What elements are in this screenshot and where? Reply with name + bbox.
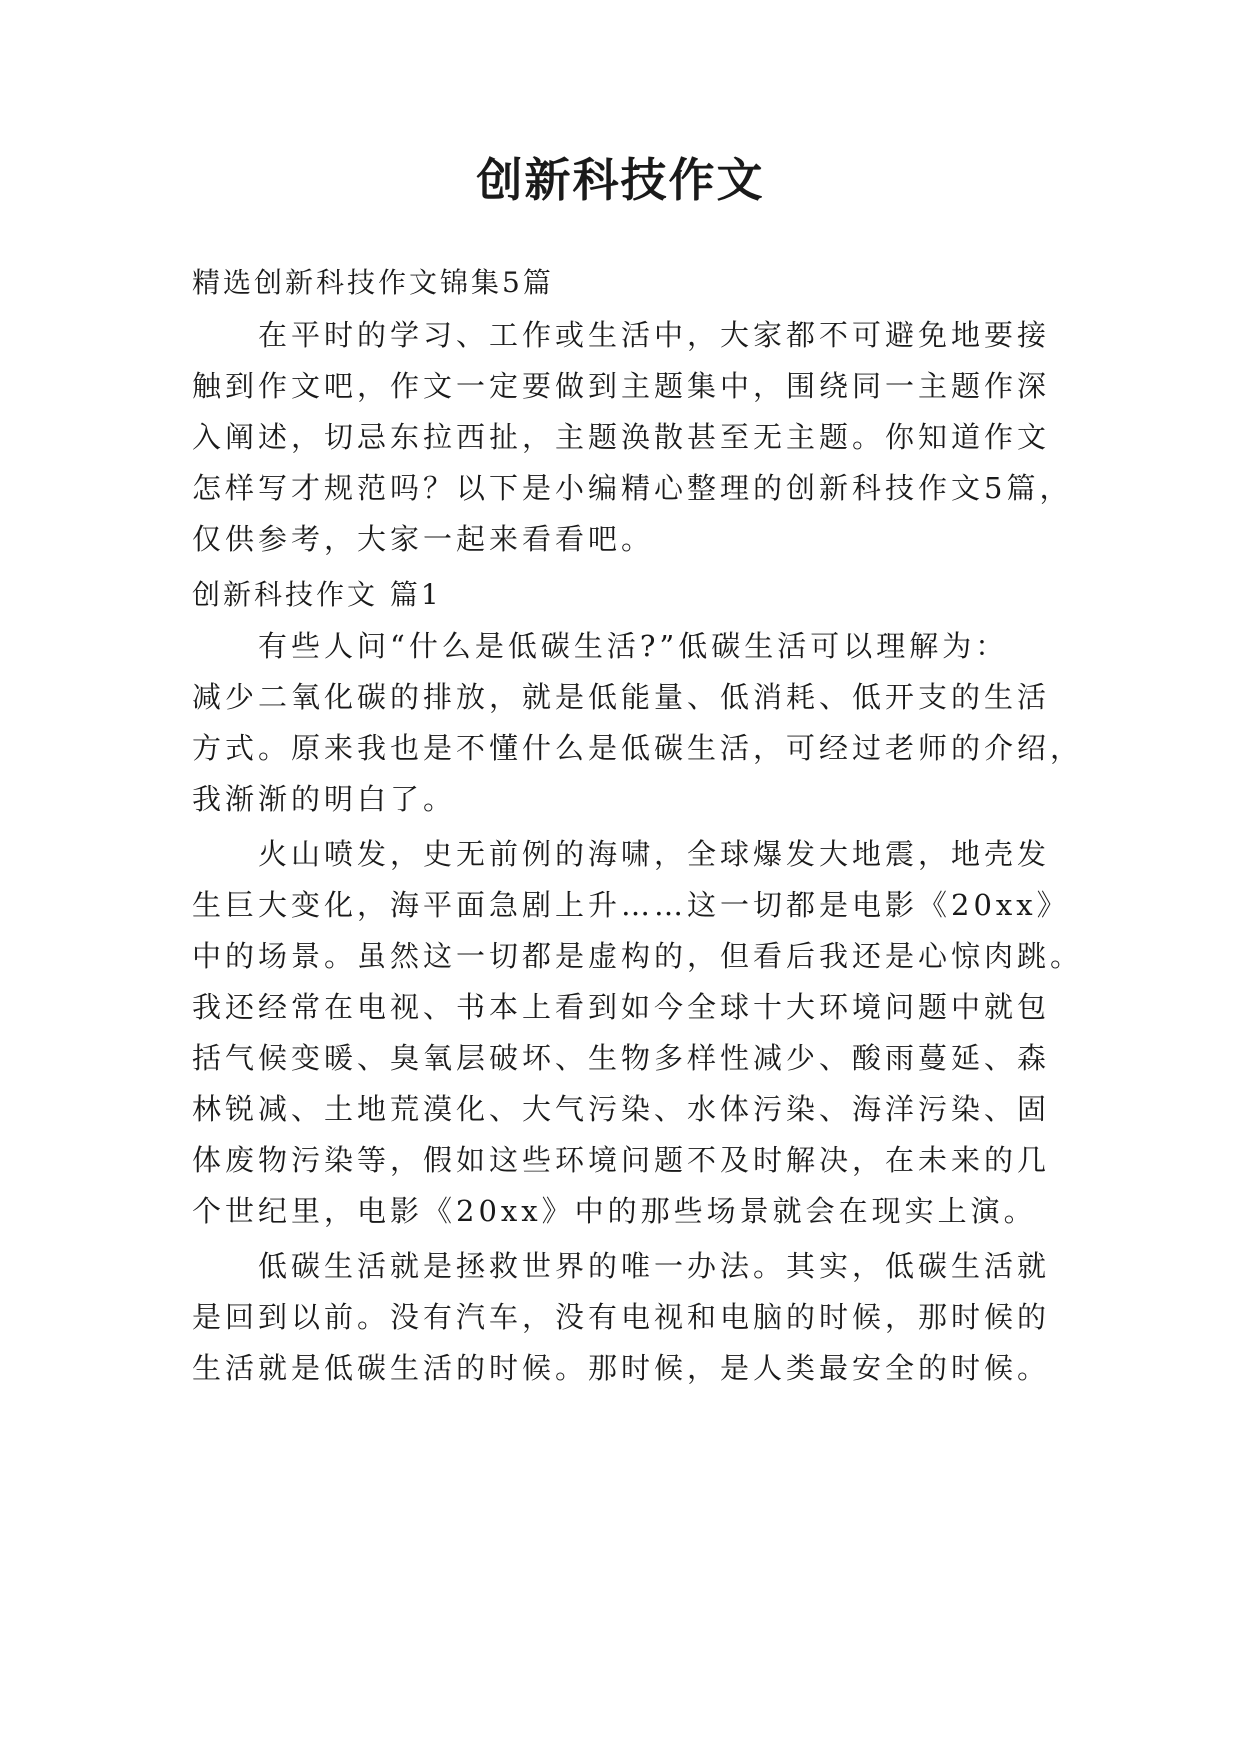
- intro-line: 在平时的学习、工作或生活中，大家都不可避免地要接: [258, 318, 1051, 352]
- section-heading: 创新科技作文 篇1: [192, 578, 442, 611]
- document-subtitle: 精选创新科技作文锦集5篇: [192, 266, 554, 299]
- paragraph2-line: 括气候变暖、臭氧层破坏、生物多样性减少、酸雨蔓延、森: [192, 1041, 1051, 1075]
- paragraph3-line: 低碳生活就是拯救世界的唯一办法。其实，低碳生活就: [258, 1249, 1051, 1283]
- paragraph3-line: 生活就是低碳生活的时候。那时候，是人类最安全的时候。: [192, 1351, 1051, 1385]
- paragraph2-line: 体废物污染等，假如这些环境问题不及时解决，在未来的几: [192, 1143, 1051, 1177]
- paragraph2-line: 个世纪里，电影《20xx》中的那些场景就会在现实上演。: [192, 1194, 1037, 1228]
- paragraph2-line: 林锐减、土地荒漠化、大气污染、水体污染、海洋污染、固: [192, 1092, 1051, 1126]
- intro-line: 入阐述，切忌东拉西扯，主题涣散甚至无主题。你知道作文: [192, 420, 1051, 454]
- paragraph2-line: 中的场景。虽然这一切都是虚构的，但看后我还是心惊肉跳。: [192, 939, 1084, 973]
- paragraph2-line: 我还经常在电视、书本上看到如今全球十大环境问题中就包: [192, 990, 1051, 1024]
- paragraph3-line: 是回到以前。没有汽车，没有电视和电脑的时候，那时候的: [192, 1300, 1051, 1334]
- paragraph2-line: 生巨大变化，海平面急剧上升……这一切都是电影《20xx》: [192, 888, 1070, 922]
- paragraph1-line: 我渐渐的明白了。: [192, 782, 457, 816]
- intro-line: 触到作文吧，作文一定要做到主题集中，围绕同一主题作深: [192, 369, 1051, 403]
- intro-line: 仅供参考，大家一起来看看吧。: [192, 522, 655, 556]
- paragraph2-line: 火山喷发，史无前例的海啸，全球爆发大地震，地壳发: [258, 837, 1051, 871]
- paragraph1-line: 减少二氧化碳的排放，就是低能量、低消耗、低开支的生活: [192, 680, 1051, 714]
- paragraph1-line: 方式。原来我也是不懂什么是低碳生活，可经过老师的介绍，: [192, 731, 1084, 765]
- document-title: 创新科技作文: [476, 153, 765, 207]
- intro-line: 怎样写才规范吗？以下是小编精心整理的创新科技作文5篇，: [192, 471, 1073, 505]
- paragraph1-line: 有些人问“什么是低碳生活?”低碳生活可以理解为：: [258, 629, 1009, 663]
